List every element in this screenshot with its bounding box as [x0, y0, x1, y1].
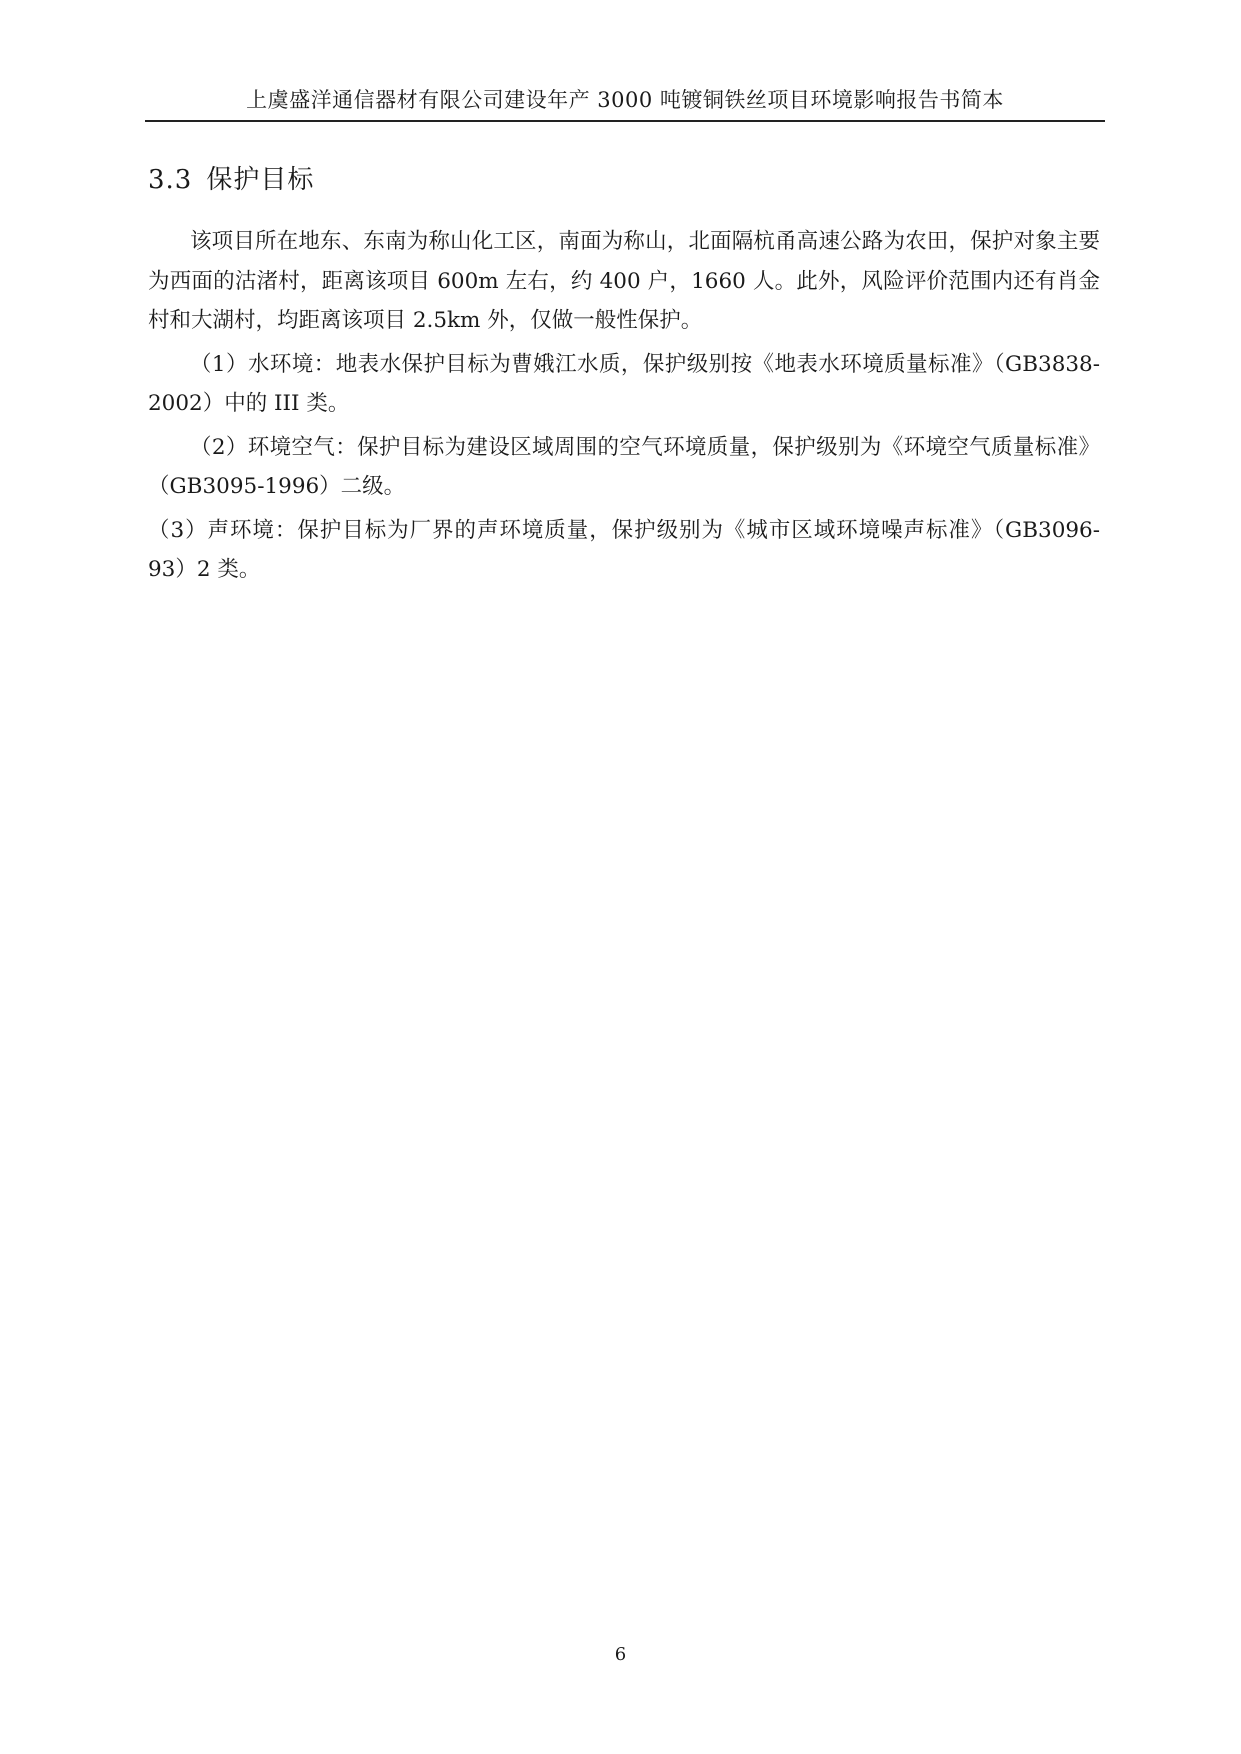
section-number: 3.3: [148, 165, 193, 195]
paragraph-acoustic-environment: （3）声环境：保护目标为厂界的声环境质量，保护级别为《城市区域环境噪声标准》（GB3096-93）2 类。: [148, 517, 1100, 582]
running-header: 上虞盛洋通信器材有限公司建设年产 3000 吨镀铜铁丝项目环境影响报告书简本: [246, 88, 1004, 112]
section-heading: [148, 163, 314, 197]
paragraph-overview: 该项目所在地东、东南为称山化工区，南面为称山，北面隔杭甬高速公路为农田，保护对象主要为西面的沽渚村，距离该项目 600m 左右，约 400 户，1660 人。此外，风险评价范围内还有肖金村和大湖村，均距离该项目 2.5km 外，仅做一般性保护。: [148, 229, 1100, 333]
header-divider: [145, 120, 1105, 122]
paragraph-water-environment: （1）水环境：地表水保护目标为曹娥江水质，保护级别按《地表水环境质量标准》（GB3838-2002）中的 III 类。: [148, 351, 1100, 416]
paragraph-air-environment: （2）环境空气：保护目标为建设区域周围的空气环境质量，保护级别为《环境空气质量标准》（GB3095-1996）二级。: [148, 434, 1100, 499]
document-body: [148, 222, 1100, 594]
section-title: 保护目标: [206, 165, 315, 195]
page-number: 6: [614, 1644, 627, 1665]
